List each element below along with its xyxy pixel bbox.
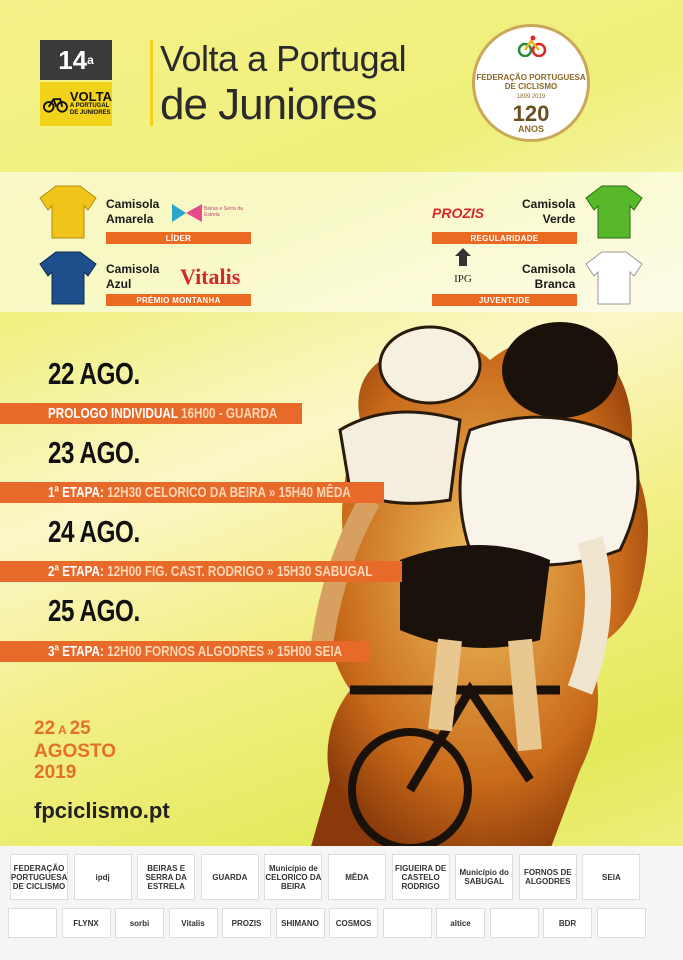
sponsor-logo-row2: sorbi: [115, 908, 164, 938]
event-dates: 22 A 25 AGOSTO 2019: [34, 718, 116, 783]
sponsor-logo-row1: FIGUEIRA DE CASTELO RODRIGO: [392, 854, 450, 900]
title-line1: Volta a Portugal: [160, 38, 407, 79]
sponsor-logo-row1: ipdj: [74, 854, 132, 900]
sponsor-logo-row1: BEIRAS E SERRA DA ESTRELA: [137, 854, 195, 900]
sponsor-logo-row1: MÊDA: [328, 854, 386, 900]
stage-label-2: 1ª ETAPA:: [48, 484, 104, 501]
sponsor-logo-row1: SEIA: [582, 854, 640, 900]
sponsor-prozis: PROZIS: [432, 205, 485, 221]
event-logo-line2: A PORTUGAL: [69, 103, 110, 109]
sponsor-logo-row1: Município de CELORICO DA BEIRA: [264, 854, 322, 900]
event-logo-line3: DE JUNIORES: [69, 110, 111, 116]
bar-premio-montanha: PRÉMIO MONTANHA: [106, 294, 251, 306]
jersey-blue-name: Camisola Azul: [106, 262, 160, 291]
bar-regularidade: REGULARIDADE: [432, 232, 577, 244]
fpc-number: 120: [512, 101, 550, 126]
cyclist-logo-icon: [517, 35, 547, 57]
edition-sup: a: [87, 53, 94, 67]
edition-number: 14: [58, 44, 88, 75]
stage-day-4: 25 AGO.: [48, 593, 140, 628]
jersey-blue-icon: [38, 250, 98, 306]
bike-icon: [43, 94, 68, 114]
jersey-white-icon: [584, 250, 644, 306]
fpc-120-badge: [472, 24, 590, 142]
stage-day-3: 24 AGO.: [48, 514, 140, 549]
sponsor-logo-row2: COSMOS: [329, 908, 378, 938]
bar-lider: LÍDER: [106, 232, 251, 244]
fpc-name: FEDERAÇÃO PORTUGUESA DE CICLISMO: [476, 73, 586, 91]
sponsor-logo-row1: GUARDA: [201, 854, 259, 900]
website-link[interactable]: fpciclismo.pt: [34, 798, 170, 823]
stage-day-2: 23 AGO.: [48, 435, 140, 470]
sponsor-logo-row2: [8, 908, 57, 938]
sponsor-logo-row1: FORNOS DE ALGODRES: [519, 854, 577, 900]
sponsor-logo-row2: altice: [436, 908, 485, 938]
stage-bar-1: [0, 403, 302, 424]
jersey-green-icon: [584, 184, 644, 240]
stage-detail-4: 12H00 FORNOS ALGODRES » 15H00 SEIA: [103, 643, 343, 660]
stage-label-1: PROLOGO INDIVIDUAL: [48, 405, 178, 422]
stage-detail-1: 16H00 - GUARDA: [177, 405, 278, 422]
sponsor-ipg-logo: IPG: [446, 246, 480, 290]
sponsor-beiras-logo: Beiras e Serra da Estrela: [172, 204, 252, 224]
stage-bar-2: [0, 482, 384, 503]
sponsor-vitalis: Vitalis: [180, 264, 241, 289]
stage-bar-3: [0, 561, 402, 582]
stage-detail-2: 12H30 CELORICO DA BEIRA » 15H40 MÊDA: [103, 484, 351, 501]
title-line2: de Juniores: [160, 80, 377, 129]
sponsor-logo-row1: FEDERAÇÃO PORTUGUESA DE CICLISMO: [10, 854, 68, 900]
jerseys-band: [0, 172, 683, 312]
jersey-yellow-icon: [38, 184, 98, 240]
sponsor-logo-row2: BDR: [543, 908, 592, 938]
sponsor-logo-row2: FLYNX: [62, 908, 111, 938]
edition-badge: [40, 40, 112, 80]
jersey-green-name: Camisola Verde: [522, 197, 576, 226]
stage-detail-3: 12H00 FIG. CAST. RODRIGO » 15H30 SABUGAL: [103, 563, 373, 580]
stage-day-1: 22 AGO.: [48, 356, 140, 391]
event-logo: [40, 82, 112, 126]
event-logo-line1: VOLTA: [69, 89, 112, 104]
sponsor-logo-row2: [490, 908, 539, 938]
sponsor-logo-row2: [383, 908, 432, 938]
sponsor-logo-row2: [597, 908, 646, 938]
fpc-unit: ANOS: [517, 124, 544, 134]
stage-label-4: 3ª ETAPA:: [48, 643, 104, 660]
sponsor-logo-row2: PROZIS: [222, 908, 271, 938]
stage-label-3: 2ª ETAPA:: [48, 563, 104, 580]
jersey-white-name: Camisola Branca: [522, 262, 576, 291]
title-divider: [150, 40, 153, 126]
sponsor-logo-row1: Município do SABUGAL: [455, 854, 513, 900]
jersey-yellow-name: Camisola Amarela: [106, 197, 160, 226]
fpc-years: 1899 2019: [516, 94, 546, 100]
bar-juventude: JUVENTUDE: [432, 294, 577, 306]
stage-bar-4: [0, 641, 370, 662]
sponsor-logo-row2: SHIMANO: [276, 908, 325, 938]
sponsor-logo-row2: Vitalis: [169, 908, 218, 938]
